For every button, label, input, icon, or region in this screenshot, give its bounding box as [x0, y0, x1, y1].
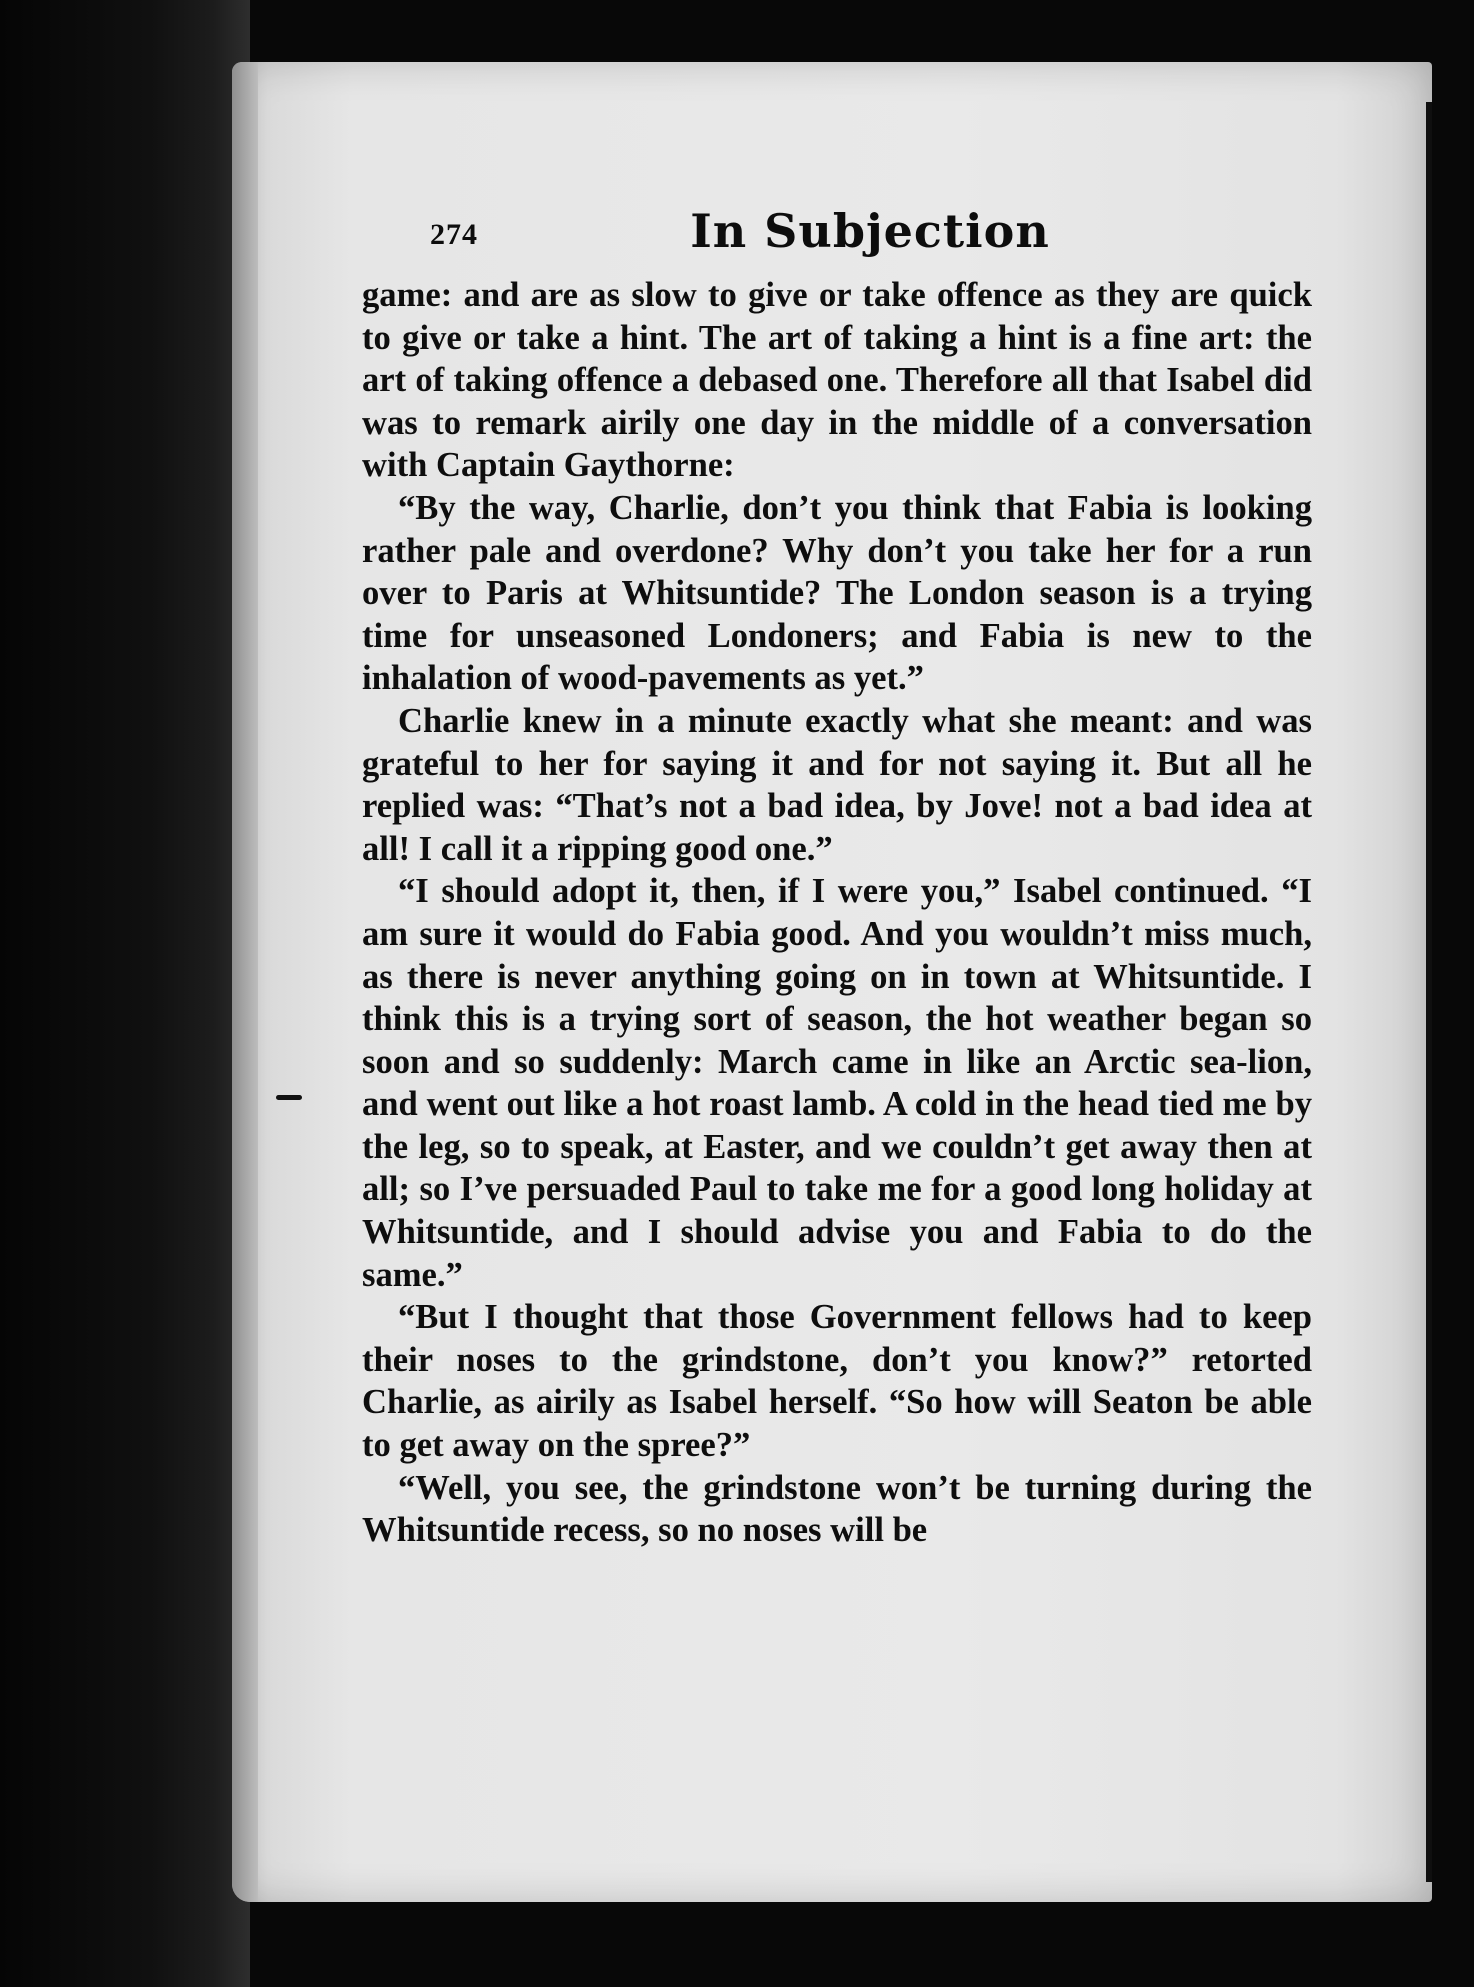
page-number: 274	[430, 218, 478, 251]
page-gutter-shadow	[232, 62, 258, 1902]
page-sheet	[232, 62, 1432, 1902]
margin-ink-mark	[276, 1095, 302, 1100]
paragraph-6: “Well, you see, the grindstone won’t be turning during the Whitsuntide recess, so no noses will be	[362, 1468, 1312, 1550]
page-right-edge	[1426, 102, 1432, 1882]
paragraph-3: Charlie knew in a minute exactly what she meant: and was grateful to her for saying it and for not saying it. But all he replied was: “That’s not a bad idea, by Jove! not a bad idea at all! I call it a ripping good one.”	[362, 701, 1312, 868]
paragraph-5: “But I thought that those Government fellows had to keep their noses to the grindstone, don’t you know?” retorted Charlie, as airily as Isabel herself. “So how will Seaton be able to get away on the spree?”	[362, 1298, 1312, 1465]
running-title: In Subjection	[690, 204, 1050, 258]
paragraph-1: game: and are as slow to give or take offence as they are quick to give or take a hint. The art of taking a hint is a fine art: the art of taking offence a debased one. Therefore all that Isabel did was to remark airily one day in the middle of a conversation with Captain Gaythorne:	[362, 276, 1312, 485]
body-text	[362, 274, 1312, 1552]
paragraph-4: “I should adopt it, then, if I were you,” Isabel continued. “I am sure it would do Fabia good. And you wouldn’t miss much, as there is never anything going on in town at Whitsuntide. I think this is a trying sort of season, the hot weather began so soon and so suddenly: March came in like an Arctic sea-lion, and went out like a hot roast lamb. A cold in the head tied me by the leg, so to speak, at Easter, and we couldn’t get away then at all; so I’ve persuaded Paul to take me for a good long holiday at Whitsuntide, and I should advise you and Fabia to do the same.”	[362, 872, 1312, 1294]
paragraph-2: “By the way, Charlie, don’t you think that Fabia is looking rather pale and overdone? Why don’t you take her for a run over to Paris at Whitsuntide? The London season is a trying time for unseasoned Londoners; and Fabia is new to the inhalation of wood-pavements as yet.”	[362, 488, 1312, 698]
running-head	[430, 204, 1310, 264]
book-binding-edge	[0, 0, 250, 1987]
